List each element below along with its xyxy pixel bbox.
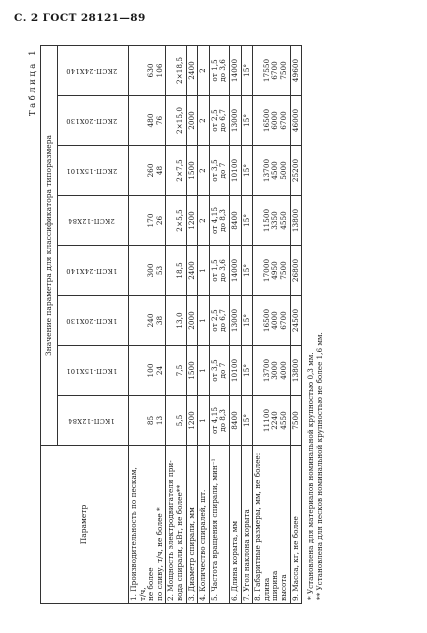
value-line: 17000 [261, 258, 271, 283]
value-line: 630 [146, 63, 156, 78]
value-line [130, 298, 139, 343]
value-line: 6700 [278, 111, 288, 130]
value-cell [253, 196, 290, 246]
value-line: 14000 [229, 258, 239, 283]
value-line: до 8,3 [218, 209, 228, 232]
value-cell [198, 246, 210, 296]
param-cell [253, 446, 290, 604]
table-row [129, 45, 166, 603]
value-line: от 3,5 [209, 359, 219, 382]
model-header [58, 146, 129, 196]
value-line: 2000 [186, 111, 196, 130]
value-cell [290, 196, 302, 246]
value-line: от 4,15 [209, 207, 219, 234]
value-line: 4550 [278, 211, 288, 230]
value-line: 7500 [278, 261, 288, 280]
value-line [130, 148, 139, 193]
table-row [198, 45, 210, 603]
value-line [130, 48, 139, 93]
value-line: 2 [198, 168, 208, 173]
value-line: от 3,5 [209, 159, 219, 182]
value-cell [129, 146, 166, 196]
param-column-header: Параметр [41, 446, 129, 604]
value-line: 15° [241, 314, 251, 327]
value-cell [209, 146, 229, 196]
value-line: 26800 [290, 258, 300, 283]
value-line: от 2,5 [209, 109, 219, 132]
value-line: 1500 [186, 161, 196, 180]
rotated-table-page [27, 46, 425, 604]
value-cell [241, 296, 253, 346]
value-line: 1 [198, 418, 208, 423]
value-line: 15° [241, 264, 251, 277]
value-line: 100 [146, 363, 156, 378]
value-line: 4000 [270, 311, 280, 330]
value-line: 480 [146, 113, 156, 128]
value-cell [290, 45, 302, 95]
param-cell [209, 446, 229, 604]
value-cell [290, 396, 302, 446]
param-line: 1. Производительность по пескам, [129, 467, 138, 601]
value-line: 300 [146, 263, 156, 278]
value-line: 14000 [229, 58, 239, 83]
value-line: 13,0 [174, 312, 184, 329]
model-header [58, 196, 129, 246]
value-line: 49600 [290, 58, 300, 83]
value-line: 11100 [261, 408, 271, 433]
value-line: 2×15,0 [174, 107, 184, 135]
value-line: 18,5 [174, 262, 184, 279]
param-cell [241, 446, 253, 604]
value-line: 4500 [270, 161, 280, 180]
value-cell [253, 296, 290, 346]
value-line: 8400 [229, 411, 239, 430]
value-line: до 7 [218, 362, 228, 379]
value-line: 2400 [186, 61, 196, 80]
param-line: высота [278, 574, 288, 601]
value-cell [198, 146, 210, 196]
value-line: 2 [198, 218, 208, 223]
value-line: 15° [241, 164, 251, 177]
value-line: 7,5 [174, 364, 184, 377]
param-line: 2. Мощность электродвигателя при- [166, 460, 176, 601]
value-line: 2240 [270, 411, 280, 430]
value-cell [209, 196, 229, 246]
value-line: до 3,6 [218, 259, 228, 282]
value-line [130, 398, 139, 443]
value-line: 260 [146, 163, 156, 178]
table-row [229, 45, 241, 603]
value-cell [186, 96, 198, 146]
value-cell [129, 296, 166, 346]
value-line: 13 [154, 415, 164, 426]
model-label: 2КСП-20Х130 [66, 117, 118, 126]
value-cell [166, 96, 186, 146]
value-cell [166, 346, 186, 396]
value-line: 2×18,5 [174, 56, 184, 84]
value-cell [166, 396, 186, 446]
value-cell [209, 396, 229, 446]
value-cell [166, 45, 186, 95]
value-line: 11500 [261, 208, 271, 233]
model-header [58, 396, 129, 446]
value-cell [290, 96, 302, 146]
value-cell [198, 296, 210, 346]
value-cell [129, 246, 166, 296]
value-cell [186, 45, 198, 95]
value-line: 10100 [229, 358, 239, 383]
param-line: 8. Габаритные размеры, мм, не более: [253, 452, 263, 601]
value-line: 240 [146, 313, 156, 328]
value-cell [229, 296, 241, 346]
value-line: 15° [241, 364, 251, 377]
value-cell [229, 146, 241, 196]
param-cell [186, 446, 198, 604]
value-cell [166, 146, 186, 196]
value-line: 24 [154, 365, 164, 376]
model-header [58, 346, 129, 396]
value-cell [229, 45, 241, 95]
value-line: 170 [146, 213, 156, 228]
value-line: 1200 [186, 411, 196, 430]
value-line: 4950 [270, 261, 280, 280]
value-line: 6700 [270, 61, 280, 80]
value-line: 2 [198, 68, 208, 73]
table-row [209, 45, 229, 603]
param-line: 5. Частота вращения спирали, мин⁻¹ [209, 458, 219, 601]
value-cell [209, 96, 229, 146]
value-line: 16500 [261, 108, 271, 133]
value-line: 1200 [186, 211, 196, 230]
value-cell [166, 246, 186, 296]
value-line: 6000 [270, 111, 280, 130]
value-cell [253, 96, 290, 146]
value-line: 1500 [186, 361, 196, 380]
model-label: 2КСП-24Х140 [66, 67, 118, 76]
value-line: 15° [241, 214, 251, 227]
model-label: 1КСП-20Х130 [66, 317, 118, 326]
value-line: 4000 [278, 361, 288, 380]
value-line: 4550 [278, 411, 288, 430]
value-line: 38 [154, 315, 164, 326]
value-line: 2400 [186, 261, 196, 280]
table-row [186, 45, 198, 603]
value-cell [198, 96, 210, 146]
value-line: 1 [198, 268, 208, 273]
value-line: до 8,3 [218, 409, 228, 432]
footnotes [306, 46, 325, 604]
value-line: от 1,5 [209, 59, 219, 82]
table-caption: Таблица 1 [28, 48, 38, 117]
value-line: 13000 [229, 108, 239, 133]
param-line: ширина [270, 570, 280, 601]
value-line: 53 [154, 265, 164, 276]
param-line: 4. Количество спиралей, шт. [198, 489, 208, 601]
value-line: 17550 [261, 58, 271, 83]
value-line: 26 [154, 215, 164, 226]
value-cell [241, 346, 253, 396]
value-line: 6700 [278, 311, 288, 330]
value-cell [186, 146, 198, 196]
value-line [130, 98, 139, 143]
value-cell [253, 246, 290, 296]
value-cell [253, 146, 290, 196]
param-cell [229, 446, 241, 604]
value-cell [253, 396, 290, 446]
model-header [58, 246, 129, 296]
value-line: 15° [241, 64, 251, 77]
value-cell [241, 246, 253, 296]
value-line: 5,5 [174, 414, 184, 427]
model-label: 1КСП-24Х140 [66, 267, 118, 276]
value-cell [229, 396, 241, 446]
value-line: 106 [154, 63, 164, 78]
value-line: 76 [154, 115, 164, 126]
value-cell [290, 246, 302, 296]
footnote: * Установлена для материалов номинальной крупностью 0,3 мм. [306, 352, 316, 600]
value-line: 2×5,5 [174, 209, 184, 232]
value-line: от 1,5 [209, 259, 219, 282]
model-label: 1КСП-15Х101 [66, 367, 118, 376]
model-label: 1КСП-12Х84 [68, 417, 116, 426]
value-cell [198, 45, 210, 95]
value-line: 3000 [270, 361, 280, 380]
model-header [58, 296, 129, 346]
value-line: 10100 [229, 158, 239, 183]
value-cell [129, 396, 166, 446]
value-cell [129, 196, 166, 246]
param-cell [166, 446, 186, 604]
value-line: 1 [198, 318, 208, 323]
value-cell [229, 96, 241, 146]
param-line: не более [146, 567, 156, 601]
value-line: 13700 [261, 158, 271, 183]
value-line: 15° [241, 414, 251, 427]
value-cell [209, 45, 229, 95]
value-line: 13800 [290, 358, 300, 383]
param-line: 6. Длина корыта, мм [229, 520, 239, 601]
value-line: до 6,7 [218, 109, 228, 132]
value-cell [253, 45, 290, 95]
value-line [130, 348, 139, 393]
value-line: 2 [198, 118, 208, 123]
footnote: ** Установлена для песков номинальной крупностью не более 1,6 мм. [315, 332, 325, 600]
value-cell [129, 346, 166, 396]
page-header: С. 2 ГОСТ 28121—89 [14, 12, 146, 24]
parameters-table [40, 45, 302, 604]
value-line: 46000 [290, 108, 300, 133]
table-row [253, 45, 290, 603]
value-line: 24500 [290, 308, 300, 333]
value-line: 16500 [261, 308, 271, 333]
value-cell [129, 45, 166, 95]
value-cell [198, 346, 210, 396]
value-cell [241, 196, 253, 246]
value-cell [229, 346, 241, 396]
value-cell [186, 346, 198, 396]
value-cell [186, 296, 198, 346]
value-cell [186, 196, 198, 246]
table-row [241, 45, 253, 603]
value-line [130, 248, 139, 293]
value-line: 3350 [270, 211, 280, 230]
value-line: 7500 [278, 61, 288, 80]
value-cell [290, 296, 302, 346]
value-cell [290, 146, 302, 196]
model-label: 2КСП-12Х84 [68, 217, 116, 226]
value-line: 8400 [229, 211, 239, 230]
value-line: от 4,15 [209, 407, 219, 434]
param-line: т/ч, [137, 587, 147, 601]
value-cell [253, 346, 290, 396]
param-cell [129, 446, 166, 604]
value-line: 1 [198, 368, 208, 373]
model-header [58, 45, 129, 95]
value-line [130, 198, 139, 243]
value-line: 2000 [186, 311, 196, 330]
param-line: длина [261, 577, 271, 601]
value-line: до 3,6 [218, 59, 228, 82]
value-line: 7500 [290, 411, 300, 430]
value-line: 13800 [290, 208, 300, 233]
value-cell [186, 246, 198, 296]
param-line: 9. Масса, кг, не более [290, 516, 300, 601]
param-line: 7. Угол наклона корыта [241, 509, 251, 601]
value-line: 13700 [261, 358, 271, 383]
value-cell [166, 296, 186, 346]
value-line: 15° [241, 114, 251, 127]
model-label: 2КСП-15Х101 [66, 167, 118, 176]
value-line: 85 [146, 415, 156, 426]
value-cell [209, 346, 229, 396]
value-cell [209, 296, 229, 346]
value-line: до 7 [218, 162, 228, 179]
value-cell [229, 196, 241, 246]
value-cell [241, 45, 253, 95]
param-cell [198, 446, 210, 604]
value-cell [166, 196, 186, 246]
value-line: 48 [154, 165, 164, 176]
table-body [129, 45, 302, 603]
value-cell [198, 396, 210, 446]
param-line: 3. Диаметр спирали, мм [186, 507, 196, 601]
value-cell [129, 96, 166, 146]
value-cell [241, 96, 253, 146]
value-cell [209, 246, 229, 296]
value-cell [241, 396, 253, 446]
value-cell [198, 196, 210, 246]
param-line: вода спирали, кВт, не более** [174, 484, 184, 601]
value-cell [229, 246, 241, 296]
table-row [166, 45, 186, 603]
value-cell [186, 396, 198, 446]
value-cell [241, 146, 253, 196]
value-group-header: Значение параметра для классификатора типоразмера [41, 45, 58, 445]
param-cell [290, 446, 302, 604]
value-cell [290, 346, 302, 396]
table-row [290, 45, 302, 603]
value-line: 5000 [278, 161, 288, 180]
value-line: до 6,7 [218, 309, 228, 332]
param-line: по сливу, т/ч, не более * [154, 507, 164, 601]
value-line: 25200 [290, 158, 300, 183]
model-header [58, 96, 129, 146]
value-line: 2×7,5 [174, 159, 184, 182]
value-line: 13000 [229, 308, 239, 333]
value-line: от 2,5 [209, 309, 219, 332]
